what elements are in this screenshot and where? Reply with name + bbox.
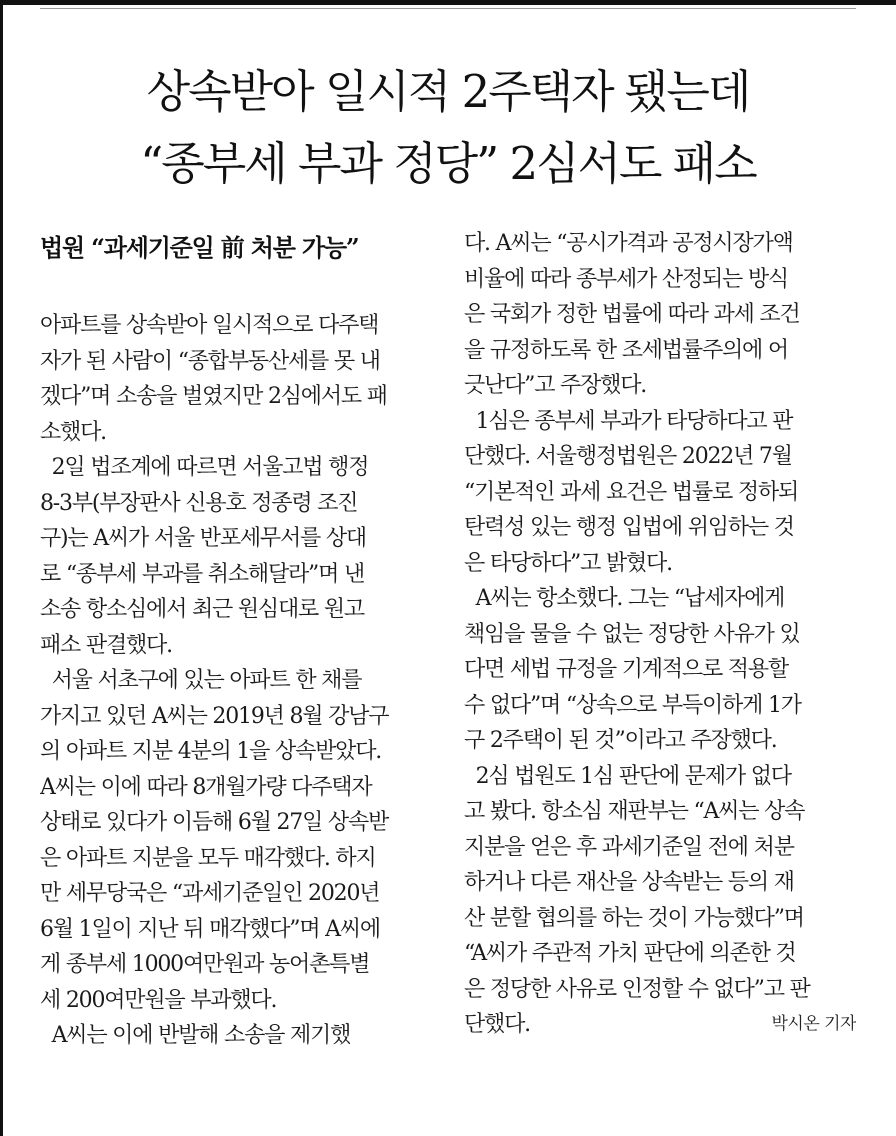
subheadline: 법원 “과세기준일 前 처분 가능” <box>40 233 359 262</box>
article-line-text: 탄력성 있는 행정 입법에 위임하는 것 <box>464 515 794 540</box>
article-text-line <box>40 805 432 841</box>
article-line-text: 만 세무당국은 “과세기준일인 2020년 <box>40 881 380 906</box>
article-line-text: 다. A씨는 “공시가격과 공정시장가액 <box>464 231 793 256</box>
article-line-text: 하거나 다른 재산을 상속받는 등의 재 <box>464 870 794 895</box>
article-line-text: 의 아파트 지분 4분의 1을 상속받았다. <box>40 739 382 764</box>
article-line-text: 소했다. <box>40 419 106 445</box>
byline: 박시온 기자 <box>771 1014 856 1034</box>
article-line-text: 소송 항소심에서 최근 원심대로 원고 <box>40 597 364 622</box>
article-line-text: 긋난다”고 주장했다. <box>464 373 647 398</box>
article-line-text: 가지고 있던 A씨는 2019년 8월 강남구 <box>40 703 389 729</box>
headline-line-2: “종부세 부과 정당” 2심서도 패소 <box>140 137 756 190</box>
article-text-line <box>40 308 432 344</box>
article-line-text: 6월 1일이 지난 뒤 매각했다”며 A씨에 <box>40 916 380 942</box>
article-line-text: 단했다. <box>464 1012 530 1037</box>
article-text-line <box>464 581 856 617</box>
article-line-text: 8-3부(부장판사 신용호 정종령 조진 <box>40 490 358 516</box>
article-text-line <box>40 521 432 557</box>
article-text-line <box>40 450 432 486</box>
article-line-text: 산 분할 협의를 하는 것이 가능했다”며 <box>464 905 804 931</box>
article-line-text: 은 아파트 지분을 모두 매각했다. 하지 <box>40 845 376 871</box>
article-line-text: 2일 법조계에 따르면 서울고법 행정 <box>40 455 369 480</box>
article-line-text: 을 규정하도록 한 조세법률주의에 어 <box>464 337 788 363</box>
article-text-line <box>464 972 856 1008</box>
article-line-text: 은 정당한 사유로 인정할 수 없다”고 판 <box>464 976 810 1002</box>
article-text-line <box>40 734 432 770</box>
article-text-line <box>40 876 432 912</box>
article-text-line <box>464 475 856 511</box>
article-text-line <box>40 947 432 983</box>
article-line-text: 세 200여만원을 부과했다. <box>40 987 277 1013</box>
article-text-line <box>40 379 432 415</box>
article-line-text: 지분을 얻은 후 과세기준일 전에 처분 <box>464 834 794 860</box>
left-border-bar <box>0 0 3 1136</box>
article-line-text: “기본적인 과세 요건은 법률로 정하되 <box>464 479 799 505</box>
article-line-text: 1심은 종부세 부과가 타당하다고 판 <box>464 408 793 434</box>
article-line-text: 비율에 따라 종부세가 산정되는 방식 <box>464 266 788 292</box>
article-line-text: 구 2주택이 된 것”이라고 주장했다. <box>464 728 777 753</box>
article-text-line <box>464 936 856 972</box>
article-text-line <box>40 344 432 380</box>
headline <box>40 56 856 200</box>
article-line-text: “A씨가 주관적 가치 판단에 의존한 것 <box>464 941 796 966</box>
article-text-line <box>464 1007 856 1043</box>
article-line-text: A씨는 이에 반발해 소송을 제기했 <box>40 1023 351 1048</box>
article-text-line <box>464 830 856 866</box>
article-text-line <box>464 226 856 262</box>
article-text-line <box>464 439 856 475</box>
article-text-line <box>40 1018 432 1054</box>
article-text-line <box>40 557 432 593</box>
article-line-text: 수 없다”며 “상속으로 부득이하게 1가 <box>464 692 801 718</box>
article-text-line <box>464 723 856 759</box>
article-line-text: 로 “종부세 부과를 취소해달라”며 낸 <box>40 561 364 587</box>
article-text-line <box>464 759 856 795</box>
article-text-line <box>464 617 856 653</box>
article-text-line <box>40 841 432 877</box>
article-text-line <box>464 901 856 937</box>
article-text-line <box>40 983 432 1019</box>
article-text-line <box>464 688 856 724</box>
left-column-text <box>40 308 432 1054</box>
article-line-text: A씨는 이에 따라 8개월가량 다주택자 <box>40 774 372 800</box>
article-text-line <box>40 486 432 522</box>
article-text-line <box>40 628 432 664</box>
article-line-text: 2심 법원도 1심 판단에 문제가 없다 <box>464 763 791 789</box>
article-line-text: 책임을 물을 수 없는 정당한 사유가 있 <box>464 621 800 647</box>
article-right-column <box>464 226 856 1043</box>
article-text-line <box>40 592 432 628</box>
article-line-text: 다면 세법 규정을 기계적으로 적용할 <box>464 657 788 682</box>
article-line-text: 상태로 있다가 이듬해 6월 27일 상속받 <box>40 810 389 835</box>
article-line-text: 고 봤다. 항소심 재판부는 “A씨는 상속 <box>464 799 805 824</box>
article-text-line <box>464 333 856 369</box>
article-line-text: 게 종부세 1000여만원과 농어촌특별 <box>40 952 370 977</box>
article-text-line <box>40 415 432 451</box>
article-line-text: 겠다”며 소송을 벌였지만 2심에서도 패 <box>40 384 387 409</box>
article-line-text: 은 타당하다”고 밝혔다. <box>464 550 672 576</box>
article-line-text: 구)는 A씨가 서울 반포세무서를 상대 <box>40 526 366 551</box>
article-text-line <box>464 368 856 404</box>
article-text-line <box>40 770 432 806</box>
headline-line-1: 상속받아 일시적 2주택자 됐는데 <box>146 65 750 118</box>
article-text-line <box>40 699 432 735</box>
top-rule <box>40 8 856 9</box>
article-text-line <box>464 297 856 333</box>
article-line-text: 은 국회가 정한 법률에 따라 과세 조건 <box>464 302 800 327</box>
article-line-text: 서울 서초구에 있는 아파트 한 채를 <box>40 668 362 693</box>
article-text-line <box>464 652 856 688</box>
article-text-line <box>464 510 856 546</box>
article-line-text: 자가 된 사람이 “종합부동산세를 못 내 <box>40 348 380 374</box>
article-text-line <box>464 794 856 830</box>
article-line-text: 단했다. 서울행정법원은 2022년 7월 <box>464 444 792 469</box>
article-text-line <box>464 404 856 440</box>
article-line-text: 아파트를 상속받아 일시적으로 다주택 <box>40 313 379 338</box>
article-line-text: 패소 판결했다. <box>40 632 172 658</box>
article-text-line <box>464 865 856 901</box>
article-text-line <box>464 262 856 298</box>
article-left-column <box>40 226 432 1054</box>
article-line-text: A씨는 항소했다. 그는 “납세자에게 <box>464 586 785 611</box>
subheadline-spacer <box>40 270 432 308</box>
article-text-line <box>40 663 432 699</box>
article-text-line <box>40 912 432 948</box>
top-border-bar <box>0 0 896 5</box>
article-text-line <box>464 546 856 582</box>
right-column-text <box>464 226 856 1043</box>
